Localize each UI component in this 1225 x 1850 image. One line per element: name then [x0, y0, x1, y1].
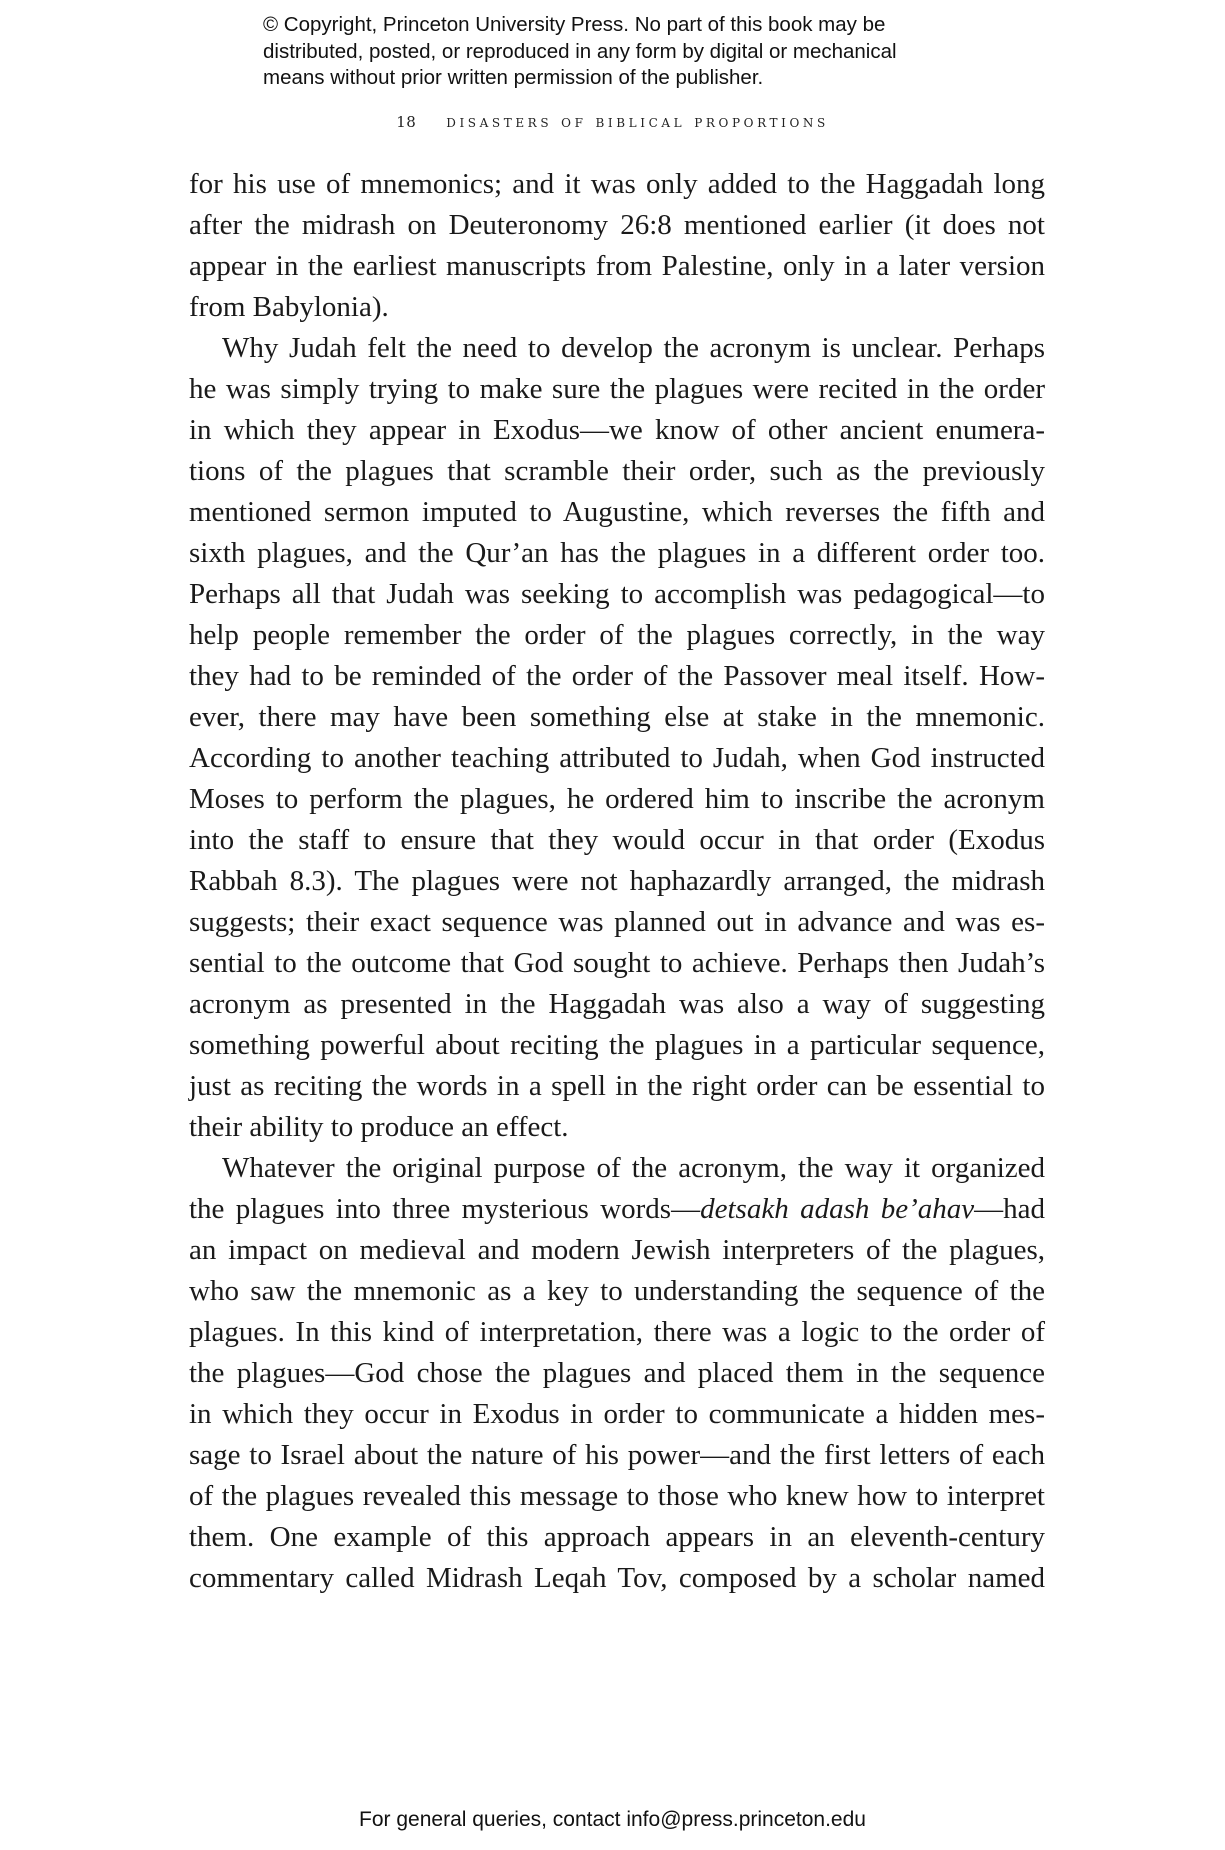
text-line: Whatever the original purpose of the acronym, the way it organized [222, 1152, 1045, 1184]
body-text [189, 164, 1045, 1599]
text-line: help people remember the order of the plagues correctly, in the way [189, 619, 1045, 651]
text-line: appear in the earliest manuscripts from Palestine, only in a later version [189, 250, 1045, 282]
text-line: sixth plagues, and the Qur’an has the plagues in a different order too. [189, 537, 1045, 569]
text-line: after the midrash on Deuteronomy 26:8 mentioned earlier (it does not [189, 209, 1045, 241]
text-line: According to another teaching attributed to Judah, when God instructed [189, 742, 1045, 774]
running-head-title: disasters of biblical proportions [446, 112, 829, 132]
copyright-line: means without prior written permission of the publisher. [263, 66, 764, 89]
text-span: —had [974, 1193, 1045, 1225]
text-line: Rabbah 8.3). The plagues were not haphazardly arranged, the midrash [189, 865, 1045, 897]
text-line: Perhaps all that Judah was seeking to accomplish was pedagogical—to [189, 578, 1045, 610]
text-line: mentioned sermon imputed to Augustine, which reverses the fifth and [189, 496, 1045, 528]
footer-contact: For general queries, contact info@press.princeton.edu [359, 1808, 866, 1831]
text-line: something powerful about reciting the plagues in a particular sequence, [189, 1029, 1045, 1061]
text-line: of the plagues revealed this message to those who knew how to interpret [189, 1480, 1045, 1512]
text-line: into the staff to ensure that they would occur in that order (Exodus [189, 824, 1045, 856]
text-line: they had to be reminded of the order of the Passover meal itself. How- [189, 660, 1045, 692]
text-line: Why Judah felt the need to develop the acronym is unclear. Perhaps [222, 332, 1045, 364]
copyright-notice [263, 12, 983, 92]
text-line: he was simply trying to make sure the plagues were recited in the order [189, 373, 1045, 405]
text-line: tions of the plagues that scramble their order, such as the previously [189, 455, 1045, 487]
text-line: them. One example of this approach appears in an eleventh-century [189, 1521, 1045, 1553]
text-line: Moses to perform the plagues, he ordered him to inscribe the acronym [189, 783, 1045, 815]
text-line: suggests; their exact sequence was planned out in advance and was es- [189, 906, 1045, 938]
copyright-line: © Copyright, Princeton University Press. No part of this book may be [263, 13, 886, 36]
text-line: who saw the mnemonic as a key to understanding the sequence of the [189, 1275, 1045, 1307]
text-line: ever, there may have been something else at stake in the mnemonic. [189, 701, 1045, 733]
text-line-with-italic [189, 1189, 1045, 1230]
text-line: the plagues—God chose the plagues and placed them in the sequence [189, 1357, 1045, 1389]
running-head [0, 112, 1225, 132]
text-line: acronym as presented in the Haggadah was also a way of suggesting [189, 988, 1045, 1020]
page-number: 18 [396, 113, 417, 131]
text-line: their ability to produce an effect. [189, 1111, 569, 1143]
hebrew-mnemonic: detsakh adash be’ahav [700, 1193, 975, 1225]
text-line: sential to the outcome that God sought to achieve. Perhaps then Judah’s [189, 947, 1045, 979]
text-line: for his use of mnemonics; and it was only added to the Haggadah long [189, 168, 1045, 200]
text-line: commentary called Midrash Leqah Tov, composed by a scholar named [189, 1562, 1045, 1594]
text-line: from Babylonia). [189, 291, 389, 323]
text-line: plagues. In this kind of interpretation, there was a logic to the order of [189, 1316, 1045, 1348]
copyright-line: distributed, posted, or reproduced in any form by digital or mechanical [263, 39, 897, 63]
text-line: sage to Israel about the nature of his power—and the first letters of each [189, 1439, 1045, 1471]
text-line: just as reciting the words in a spell in the right order can be essential to [189, 1070, 1045, 1102]
text-span: the plagues into three mysterious words— [189, 1193, 701, 1225]
text-line: in which they appear in Exodus—we know of other ancient enumera- [189, 414, 1045, 446]
text-line: an impact on medieval and modern Jewish interpreters of the plagues, [189, 1234, 1045, 1266]
text-line: in which they occur in Exodus in order to communicate a hidden mes- [189, 1398, 1045, 1430]
